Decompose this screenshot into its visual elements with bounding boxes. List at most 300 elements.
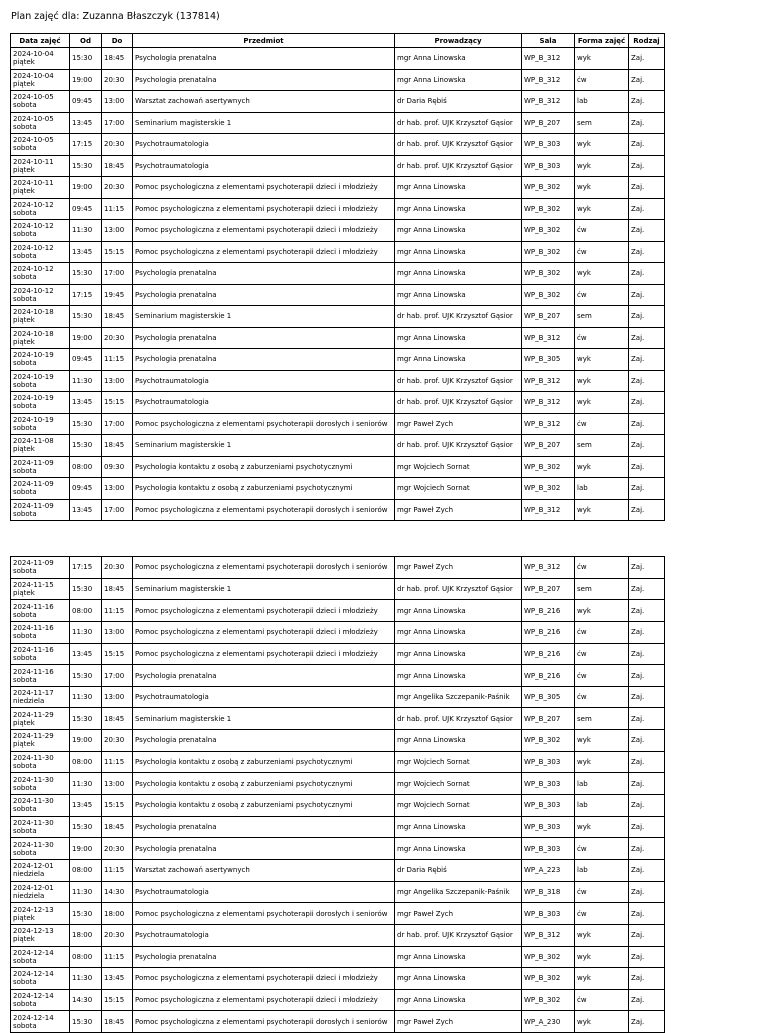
room: WP_A_230	[522, 1011, 575, 1033]
start-time: 15:30	[70, 306, 102, 328]
class-form: wyk	[575, 499, 629, 521]
class-date: 2024-10-19	[13, 372, 54, 381]
table-row	[11, 751, 665, 773]
class-form: wyk	[575, 751, 629, 773]
end-time: 20:30	[102, 134, 133, 156]
class-date: 2024-10-04	[13, 71, 54, 80]
end-time: 17:00	[102, 665, 133, 687]
class-weekday: sobota	[13, 380, 37, 389]
class-form: ćw	[575, 557, 629, 579]
room: WP_B_312	[522, 370, 575, 392]
class-type: Zaj.	[629, 392, 665, 414]
class-form: lab	[575, 91, 629, 113]
subject: Psychologia prenatalna	[133, 946, 395, 968]
room: WP_B_305	[522, 349, 575, 371]
start-time: 08:00	[70, 946, 102, 968]
end-time: 13:00	[102, 220, 133, 242]
start-time: 18:00	[70, 924, 102, 946]
lecturer: mgr Wojciech Sornat	[395, 456, 522, 478]
end-time: 13:00	[102, 478, 133, 500]
class-weekday: sobota	[13, 359, 37, 368]
date-cell	[11, 968, 70, 990]
room: WP_B_207	[522, 578, 575, 600]
end-time: 19:45	[102, 284, 133, 306]
subject: Pomoc psychologiczna z elementami psychoterapii dzieci i młodzieży	[133, 220, 395, 242]
subject: Pomoc psychologiczna z elementami psychoterapii dzieci i młodzieży	[133, 968, 395, 990]
class-date: 2024-11-30	[13, 754, 54, 763]
subject: Warsztat zachowań asertywnych	[133, 91, 395, 113]
lecturer: mgr Anna Linowska	[395, 665, 522, 687]
class-weekday: sobota	[13, 423, 37, 432]
date-cell	[11, 220, 70, 242]
lecturer: dr hab. prof. UJK Krzysztof Gąsior	[395, 708, 522, 730]
class-weekday: sobota	[13, 848, 37, 857]
date-cell	[11, 578, 70, 600]
start-time: 19:00	[70, 327, 102, 349]
table-row	[11, 177, 665, 199]
table-row	[11, 69, 665, 91]
lecturer: mgr Anna Linowska	[395, 730, 522, 752]
end-time: 14:30	[102, 881, 133, 903]
class-date: 2024-12-01	[13, 883, 54, 892]
class-form: wyk	[575, 134, 629, 156]
class-date: 2024-11-09	[13, 559, 54, 568]
room: WP_B_207	[522, 708, 575, 730]
column-header-form: Forma zajęć	[575, 34, 629, 48]
class-form: ćw	[575, 989, 629, 1011]
date-cell	[11, 198, 70, 220]
start-time: 17:15	[70, 284, 102, 306]
class-weekday: piątek	[13, 58, 35, 67]
table-row	[11, 134, 665, 156]
date-cell	[11, 413, 70, 435]
room: WP_B_302	[522, 263, 575, 285]
class-weekday: sobota	[13, 632, 37, 641]
end-time: 20:30	[102, 730, 133, 752]
header-row	[11, 34, 665, 48]
subject: Psychotraumatologia	[133, 370, 395, 392]
date-cell	[11, 600, 70, 622]
class-type: Zaj.	[629, 413, 665, 435]
subject: Psychologia kontaktu z osobą z zaburzeniami psychotycznymi	[133, 456, 395, 478]
class-type: Zaj.	[629, 968, 665, 990]
start-time: 08:00	[70, 751, 102, 773]
class-date: 2024-11-30	[13, 797, 54, 806]
class-form: ćw	[575, 621, 629, 643]
start-time: 08:00	[70, 600, 102, 622]
room: WP_B_302	[522, 968, 575, 990]
class-form: wyk	[575, 730, 629, 752]
start-time: 19:00	[70, 69, 102, 91]
class-date: 2024-10-18	[13, 329, 54, 338]
start-time: 13:45	[70, 241, 102, 263]
class-weekday: piątek	[13, 337, 35, 346]
date-cell	[11, 838, 70, 860]
class-date: 2024-12-14	[13, 992, 54, 1001]
room: WP_B_216	[522, 643, 575, 665]
class-form: sem	[575, 578, 629, 600]
date-cell	[11, 1011, 70, 1033]
class-weekday: piątek	[13, 718, 35, 727]
class-type: Zaj.	[629, 730, 665, 752]
class-type: Zaj.	[629, 306, 665, 328]
class-type: Zaj.	[629, 198, 665, 220]
date-cell	[11, 327, 70, 349]
class-weekday: sobota	[13, 762, 37, 771]
date-cell	[11, 370, 70, 392]
class-form: ćw	[575, 284, 629, 306]
class-type: Zaj.	[629, 795, 665, 817]
class-form: wyk	[575, 816, 629, 838]
start-time: 09:45	[70, 349, 102, 371]
class-form: wyk	[575, 924, 629, 946]
class-form: ćw	[575, 413, 629, 435]
class-type: Zaj.	[629, 478, 665, 500]
subject: Pomoc psychologiczna z elementami psychoterapii dorosłych i seniorów	[133, 1011, 395, 1033]
class-date: 2024-11-30	[13, 840, 54, 849]
class-form: sem	[575, 435, 629, 457]
class-type: Zaj.	[629, 665, 665, 687]
room: WP_B_318	[522, 881, 575, 903]
class-date: 2024-10-05	[13, 93, 54, 102]
class-form: wyk	[575, 177, 629, 199]
room: WP_B_303	[522, 795, 575, 817]
start-time: 15:30	[70, 155, 102, 177]
class-date: 2024-10-12	[13, 243, 54, 252]
class-type: Zaj.	[629, 686, 665, 708]
date-cell	[11, 924, 70, 946]
date-cell	[11, 816, 70, 838]
date-cell	[11, 946, 70, 968]
class-type: Zaj.	[629, 112, 665, 134]
class-weekday: sobota	[13, 101, 37, 110]
end-time: 20:30	[102, 69, 133, 91]
room: WP_B_312	[522, 413, 575, 435]
class-type: Zaj.	[629, 946, 665, 968]
class-type: Zaj.	[629, 241, 665, 263]
end-time: 18:45	[102, 816, 133, 838]
lecturer: mgr Anna Linowska	[395, 220, 522, 242]
room: WP_B_302	[522, 284, 575, 306]
lecturer: mgr Anna Linowska	[395, 600, 522, 622]
date-cell	[11, 795, 70, 817]
date-cell	[11, 435, 70, 457]
end-time: 20:30	[102, 838, 133, 860]
room: WP_B_303	[522, 155, 575, 177]
lecturer: mgr Anna Linowska	[395, 241, 522, 263]
subject: Psychotraumatologia	[133, 392, 395, 414]
start-time: 15:30	[70, 435, 102, 457]
subject: Seminarium magisterskie 1	[133, 708, 395, 730]
subject: Psychologia prenatalna	[133, 263, 395, 285]
end-time: 17:00	[102, 413, 133, 435]
start-time: 15:30	[70, 903, 102, 925]
lecturer: mgr Anna Linowska	[395, 816, 522, 838]
table-row	[11, 306, 665, 328]
end-time: 13:00	[102, 91, 133, 113]
class-type: Zaj.	[629, 903, 665, 925]
class-date: 2024-11-30	[13, 819, 54, 827]
date-cell	[11, 134, 70, 156]
table-row	[11, 859, 665, 881]
table-row	[11, 643, 665, 665]
date-cell	[11, 112, 70, 134]
date-cell	[11, 665, 70, 687]
date-cell	[11, 557, 70, 579]
table-row	[11, 370, 665, 392]
lecturer: mgr Paweł Zych	[395, 557, 522, 579]
class-weekday: sobota	[13, 827, 37, 835]
class-date: 2024-11-29	[13, 710, 54, 719]
end-time: 09:30	[102, 456, 133, 478]
class-type: Zaj.	[629, 924, 665, 946]
class-date: 2024-11-16	[13, 624, 54, 633]
column-header-room: Sala	[522, 34, 575, 48]
subject: Psychologia prenatalna	[133, 816, 395, 838]
subject: Pomoc psychologiczna z elementami psychoterapii dzieci i młodzieży	[133, 177, 395, 199]
class-date: 2024-11-16	[13, 645, 54, 654]
subject: Pomoc psychologiczna z elementami psychoterapii dzieci i młodzieży	[133, 241, 395, 263]
room: WP_B_303	[522, 773, 575, 795]
class-weekday: piątek	[13, 165, 35, 174]
subject: Pomoc psychologiczna z elementami psychoterapii dorosłych i seniorów	[133, 903, 395, 925]
subject: Psychotraumatologia	[133, 924, 395, 946]
table-row	[11, 91, 665, 113]
lecturer: mgr Wojciech Sornat	[395, 773, 522, 795]
table-row	[11, 989, 665, 1011]
class-type: Zaj.	[629, 1011, 665, 1033]
schedule-header	[11, 11, 220, 22]
subject: Warsztat zachowań asertywnych	[133, 859, 395, 881]
start-time: 13:45	[70, 499, 102, 521]
class-type: Zaj.	[629, 349, 665, 371]
room: WP_B_207	[522, 306, 575, 328]
header-label: Plan zajęć dla:	[11, 11, 80, 22]
room: WP_B_312	[522, 557, 575, 579]
class-weekday: piątek	[13, 740, 35, 749]
end-time: 18:45	[102, 306, 133, 328]
lecturer: dr hab. prof. UJK Krzysztof Gąsior	[395, 578, 522, 600]
table-row	[11, 198, 665, 220]
class-weekday: piątek	[13, 445, 35, 454]
start-time: 15:30	[70, 816, 102, 838]
lecturer: mgr Angelika Szczepanik-Paśnik	[395, 881, 522, 903]
table-row	[11, 686, 665, 708]
table-row	[11, 220, 665, 242]
class-weekday: sobota	[13, 208, 37, 217]
table-row	[11, 708, 665, 730]
start-time: 09:45	[70, 478, 102, 500]
start-time: 13:45	[70, 112, 102, 134]
class-weekday: sobota	[13, 783, 37, 792]
end-time: 20:30	[102, 557, 133, 579]
subject: Psychologia prenatalna	[133, 48, 395, 70]
class-type: Zaj.	[629, 284, 665, 306]
subject: Pomoc psychologiczna z elementami psychoterapii dorosłych i seniorów	[133, 557, 395, 579]
class-date: 2024-10-19	[13, 351, 54, 360]
subject: Psychologia prenatalna	[133, 838, 395, 860]
class-weekday: sobota	[13, 273, 37, 282]
subject: Psychologia kontaktu z osobą z zaburzeniami psychotycznymi	[133, 751, 395, 773]
table-row	[11, 392, 665, 414]
subject: Psychologia prenatalna	[133, 327, 395, 349]
class-date: 2024-12-14	[13, 1013, 54, 1022]
class-weekday: sobota	[13, 956, 37, 965]
class-date: 2024-11-30	[13, 775, 54, 784]
subject: Psychologia prenatalna	[133, 349, 395, 371]
class-date: 2024-10-12	[13, 265, 54, 274]
class-form: wyk	[575, 946, 629, 968]
class-weekday: piątek	[13, 316, 35, 325]
class-weekday: sobota	[13, 402, 37, 411]
date-cell	[11, 478, 70, 500]
date-cell	[11, 686, 70, 708]
lecturer: dr hab. prof. UJK Krzysztof Gąsior	[395, 435, 522, 457]
end-time: 15:15	[102, 795, 133, 817]
subject: Pomoc psychologiczna z elementami psychoterapii dzieci i młodzieży	[133, 989, 395, 1011]
class-form: ćw	[575, 881, 629, 903]
class-date: 2024-11-08	[13, 437, 54, 446]
table-row	[11, 968, 665, 990]
subject: Seminarium magisterskie 1	[133, 306, 395, 328]
class-form: ćw	[575, 327, 629, 349]
subject: Pomoc psychologiczna z elementami psychoterapii dzieci i młodzieży	[133, 600, 395, 622]
table-row	[11, 349, 665, 371]
class-weekday: sobota	[13, 251, 37, 260]
start-time: 11:30	[70, 621, 102, 643]
column-header-type: Rodzaj	[629, 34, 665, 48]
table-row	[11, 284, 665, 306]
lecturer: mgr Paweł Zych	[395, 499, 522, 521]
start-time: 08:00	[70, 456, 102, 478]
subject: Psychologia kontaktu z osobą z zaburzeniami psychotycznymi	[133, 773, 395, 795]
class-weekday: piątek	[13, 79, 35, 88]
lecturer: mgr Paweł Zych	[395, 413, 522, 435]
start-time: 15:30	[70, 665, 102, 687]
lecturer: mgr Angelika Szczepanik-Paśnik	[395, 686, 522, 708]
class-type: Zaj.	[629, 816, 665, 838]
column-header-subject: Przedmiot	[133, 34, 395, 48]
end-time: 13:45	[102, 968, 133, 990]
class-form: ćw	[575, 241, 629, 263]
room: WP_B_216	[522, 621, 575, 643]
table-row	[11, 816, 665, 838]
class-weekday: sobota	[13, 653, 37, 662]
class-type: Zaj.	[629, 456, 665, 478]
class-type: Zaj.	[629, 578, 665, 600]
subject: Seminarium magisterskie 1	[133, 112, 395, 134]
class-weekday: sobota	[13, 1021, 37, 1030]
class-type: Zaj.	[629, 838, 665, 860]
room: WP_B_312	[522, 48, 575, 70]
class-type: Zaj.	[629, 435, 665, 457]
class-date: 2024-10-19	[13, 415, 54, 424]
room: WP_B_302	[522, 220, 575, 242]
class-type: Zaj.	[629, 751, 665, 773]
class-form: ćw	[575, 69, 629, 91]
lecturer: dr hab. prof. UJK Krzysztof Gąsior	[395, 134, 522, 156]
class-type: Zaj.	[629, 643, 665, 665]
lecturer: dr hab. prof. UJK Krzysztof Gąsior	[395, 112, 522, 134]
lecturer: mgr Paweł Zych	[395, 903, 522, 925]
class-form: wyk	[575, 349, 629, 371]
class-form: ćw	[575, 220, 629, 242]
column-header-date: Data zajęć	[11, 34, 70, 48]
lecturer: dr hab. prof. UJK Krzysztof Gąsior	[395, 306, 522, 328]
end-time: 18:45	[102, 48, 133, 70]
class-type: Zaj.	[629, 499, 665, 521]
room: WP_B_207	[522, 435, 575, 457]
end-time: 15:15	[102, 989, 133, 1011]
date-cell	[11, 730, 70, 752]
start-time: 15:30	[70, 413, 102, 435]
room: WP_B_312	[522, 91, 575, 113]
class-form: lab	[575, 859, 629, 881]
date-cell	[11, 773, 70, 795]
end-time: 11:15	[102, 946, 133, 968]
lecturer: mgr Paweł Zych	[395, 1011, 522, 1033]
subject: Psychologia kontaktu z osobą z zaburzeniami psychotycznymi	[133, 478, 395, 500]
room: WP_B_302	[522, 241, 575, 263]
lecturer: dr hab. prof. UJK Krzysztof Gąsior	[395, 370, 522, 392]
end-time: 18:45	[102, 578, 133, 600]
lecturer: dr hab. prof. UJK Krzysztof Gąsior	[395, 155, 522, 177]
lecturer: mgr Anna Linowska	[395, 177, 522, 199]
class-form: wyk	[575, 48, 629, 70]
class-type: Zaj.	[629, 370, 665, 392]
class-form: sem	[575, 112, 629, 134]
schedule-body	[11, 48, 665, 521]
class-date: 2024-11-09	[13, 458, 54, 467]
class-form: sem	[575, 306, 629, 328]
class-type: Zaj.	[629, 557, 665, 579]
class-form: lab	[575, 773, 629, 795]
start-time: 15:30	[70, 263, 102, 285]
table-row	[11, 730, 665, 752]
room: WP_B_303	[522, 903, 575, 925]
class-type: Zaj.	[629, 621, 665, 643]
subject: Psychologia prenatalna	[133, 284, 395, 306]
class-date: 2024-12-01	[13, 862, 54, 871]
class-form: ćw	[575, 903, 629, 925]
room: WP_B_302	[522, 730, 575, 752]
table-row	[11, 456, 665, 478]
class-date: 2024-10-11	[13, 179, 54, 188]
class-date: 2024-11-16	[13, 602, 54, 611]
table-row	[11, 112, 665, 134]
start-time: 13:45	[70, 643, 102, 665]
lecturer: mgr Anna Linowska	[395, 198, 522, 220]
lecturer: mgr Anna Linowska	[395, 989, 522, 1011]
schedule-table-continued	[10, 556, 665, 1033]
class-weekday: sobota	[13, 488, 37, 497]
date-cell	[11, 177, 70, 199]
start-time: 15:30	[70, 48, 102, 70]
end-time: 20:30	[102, 924, 133, 946]
end-time: 17:00	[102, 499, 133, 521]
class-type: Zaj.	[629, 263, 665, 285]
date-cell	[11, 643, 70, 665]
start-time: 17:15	[70, 134, 102, 156]
date-cell	[11, 456, 70, 478]
table-row	[11, 241, 665, 263]
subject: Psychologia prenatalna	[133, 69, 395, 91]
class-type: Zaj.	[629, 69, 665, 91]
class-date: 2024-11-15	[13, 580, 54, 589]
class-date: 2024-10-19	[13, 394, 54, 403]
end-time: 18:45	[102, 1011, 133, 1033]
room: WP_B_312	[522, 69, 575, 91]
